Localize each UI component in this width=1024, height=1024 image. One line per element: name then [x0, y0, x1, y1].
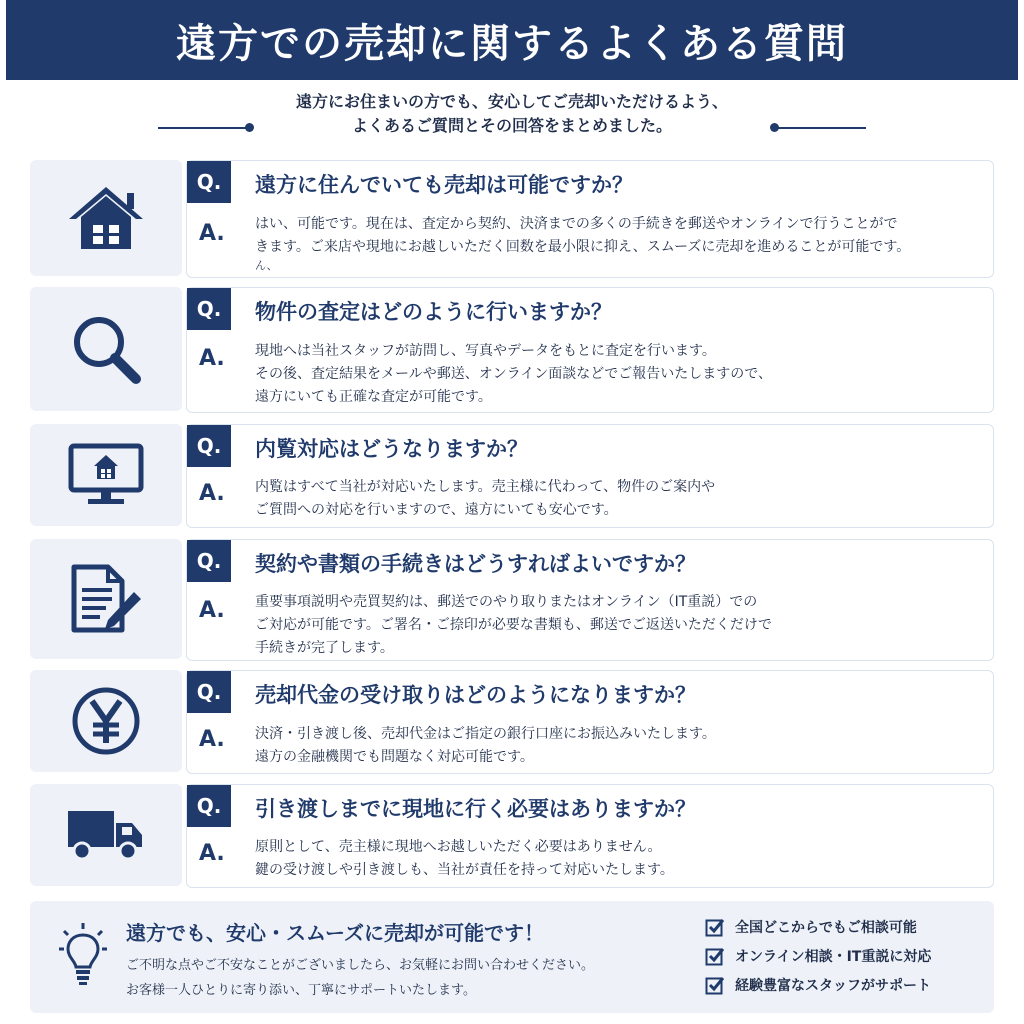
faq-card — [186, 539, 994, 661]
faq-item — [30, 424, 995, 528]
answer-badge: A. — [199, 841, 225, 866]
faq-card — [186, 160, 994, 278]
faq-card — [186, 287, 994, 413]
question-badge: Q. — [187, 785, 231, 827]
answer-line: ん、 — [255, 259, 278, 272]
answer-line: 現地へは当社スタッフが訪問し、写真やデータをもとに査定を行います。 — [255, 343, 716, 359]
faq-card — [186, 424, 994, 528]
answer-text — [255, 836, 990, 882]
answer-line: 遠方の金融機関でも問題なく対応可能です。 — [255, 749, 534, 765]
answer-text — [255, 591, 990, 660]
house-icon — [67, 185, 145, 251]
question-badge: Q. — [187, 425, 231, 467]
monitor-house-icon — [68, 443, 144, 507]
answer-line: ご対応が可能です。ご署名・ご捺印が必要な書類も、郵送でご返送いただくだけで — [255, 617, 772, 633]
answer-line: 遠方にいても正確な査定が可能です。 — [255, 389, 492, 405]
answer-line: 内覧はすべて当社が対応いたします。売主様に代わって、物件のご案内や — [255, 479, 716, 495]
checkbox-check-icon — [705, 917, 725, 937]
answer-line: その後、査定結果をメールや郵送、オンライン面談などでご報告いたしますので、 — [255, 366, 773, 382]
yen-icon — [70, 685, 142, 757]
checklist-label: 経験豊富なスタッフがサポート — [735, 978, 931, 994]
faq-icon-box — [30, 160, 182, 276]
lightbulb-icon — [58, 921, 108, 987]
question-text: 物件の査定はどのように行いますか？ — [255, 300, 612, 324]
question-text: 遠方に住んでいても売却は可能ですか？ — [255, 173, 633, 197]
faq-item — [30, 160, 995, 278]
question-badge: Q. — [187, 540, 231, 582]
question-badge: Q. — [187, 671, 231, 713]
footer-summary — [30, 901, 994, 1013]
faq-icon-box — [30, 670, 182, 772]
checklist-item — [705, 946, 931, 966]
answer-text — [255, 340, 990, 409]
footer-line-2: お客様一人ひとりに寄り添い、丁寧にサポートいたします。 — [126, 983, 476, 998]
answer-line: きます。ご来店や現地にお越しいただく回数を最小限に抑え、スムーズに売却を進めることが可能です。 — [255, 239, 911, 255]
page-title: 遠方での売却に関するよくある質問 — [176, 19, 848, 67]
answer-line: ご質問への対応を行いますので、遠方にいても安心です。 — [255, 502, 618, 518]
answer-text — [255, 723, 990, 769]
document-pen-icon — [68, 564, 144, 634]
question-text: 引き渡しまでに現地に行く必要はありますか？ — [255, 797, 696, 821]
faq-icon-box — [30, 784, 182, 886]
answer-badge: A. — [199, 481, 225, 506]
faq-icon-box — [30, 287, 182, 411]
faq-item — [30, 539, 995, 661]
answer-line: 原則として、売主様に現地へお越しいただく必要はありません。 — [255, 839, 662, 855]
answer-badge: A. — [199, 221, 225, 246]
intro-line-2: よくあるご質問とその回答をまとめました。 — [351, 116, 672, 135]
magnifier-icon — [70, 313, 142, 385]
checkbox-check-icon — [705, 946, 725, 966]
decorative-dot-left — [245, 123, 254, 132]
checklist-label: オンライン相談・IT重説に対応 — [735, 949, 932, 965]
checkbox-check-icon — [705, 975, 725, 995]
question-badge: Q. — [187, 288, 231, 330]
answer-badge: A. — [199, 346, 225, 371]
answer-text — [255, 476, 990, 522]
answer-line: 重要事項説明や売買契約は、郵送でのやり取りまたはオンライン（IT重説）での — [255, 594, 758, 610]
faq-item — [30, 784, 995, 888]
answer-line: 鍵の受け渡しや引き渡しも、当社が責任を持って対応いたします。 — [255, 862, 674, 878]
footer-line-1: ご不明な点やご不安なことがございましたら、お気軽にお問い合わせください。 — [126, 958, 595, 973]
question-text: 契約や書類の手続きはどうすればよいですか？ — [255, 552, 696, 576]
title-banner — [6, 0, 1018, 80]
question-text: 売却代金の受け取りはどのようになりますか？ — [255, 683, 696, 707]
answer-line: はい、可能です。現在は、査定から契約、決済までの多くの手続きを郵送やオンラインで行うことがで — [255, 216, 898, 232]
decorative-line-right — [776, 127, 866, 129]
footer-title: 遠方でも、安心・スムーズに売却が可能です！ — [126, 921, 544, 945]
faq-item — [30, 287, 995, 413]
faq-card — [186, 784, 994, 888]
answer-line: 決済・引き渡し後、売却代金はご指定の銀行口座にお振込みいたします。 — [255, 726, 716, 742]
intro-text — [0, 90, 1024, 140]
intro-line-1: 遠方にお住まいの方でも、安心してご売却いただけるよう、 — [295, 92, 728, 111]
decorative-line-left — [158, 127, 248, 129]
answer-text — [255, 213, 990, 273]
answer-line: 手続きが完了します。 — [255, 640, 394, 656]
checklist-item — [705, 917, 917, 937]
truck-icon — [66, 807, 146, 863]
faq-icon-box — [30, 424, 182, 526]
faq-icon-box — [30, 539, 182, 659]
checklist-item — [705, 975, 931, 995]
question-badge: Q. — [187, 161, 231, 203]
question-text: 内覧対応はどうなりますか？ — [255, 437, 528, 461]
faq-card — [186, 670, 994, 774]
answer-badge: A. — [199, 598, 225, 623]
checklist-label: 全国どこからでもご相談可能 — [735, 920, 917, 936]
faq-item — [30, 670, 995, 774]
answer-badge: A. — [199, 727, 225, 752]
